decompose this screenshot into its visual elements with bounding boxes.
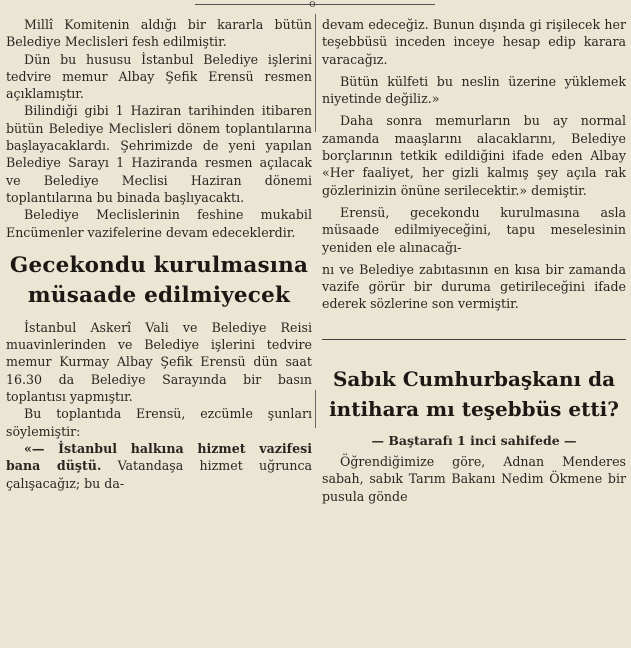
left-column [6,16,312,492]
headline: Gecekondu kurulmasına müsaade edilmiyecek [9,252,309,308]
right-column [322,16,626,505]
paragraph [6,440,312,492]
paragraph: Bütün külfeti bu neslin üzerine yüklemek niyetinde değiliz.» [322,73,626,107]
paragraph: Öğrendiğimize göre, Adnan Menderes sabah, sabık Tarım Bakanı Nedim Ökmene bir pusula gönde [322,454,626,504]
paragraph: devam edeceğiz. Bunun dışında gi rişilecek her teşebbüsü inceden inceye hesap edip karara varacağız. [322,17,626,67]
paragraph: Bilindiği gibi 1 Haziran tarihinden itibaren bütün Belediye Meclisleri dönem toplantılarına başlayacaklardı. Şehrimizde de yeni yapılan Belediye Sarayı 1 Haziranda resmen açılacak ve Belediye Meclisi Haziran dönemi toplantılarına bu binada başlıyacaktı. [6,103,312,205]
paragraph: İstanbul Askerî Vali ve Belediye Reisi muavinlerinden ve Belediye işlerini tedvire memur Kurmay Albay Şefik Erensü dün saat 16.30 da Belediye Sarayında bir basın toplantısı yapmıştır. [6,319,312,405]
paragraph: Bu toplantıda Erensü, ezcümle şunları söylemiştir: [6,406,312,439]
quote-start: «— İstanbul halkına hizmet vazifesi bana düştü. [6,440,312,474]
column-divider [315,14,316,132]
paragraph: nı ve Belediye zabıtasının en kısa bir zamanda vazife görür bir duruma getirileceğini ifade ederek sözlerine son vermiştir. [322,261,626,312]
paragraph: Belediye Meclislerinin feshine mukabil Encümenler vazifelerine devam edeceklerdir. [6,207,312,240]
quote-cont: Vatandaşa hizmet uğrunca çalışacağız; bu da- [6,458,313,491]
paragraph: Daha sonra memurların bu ay normal zamanda maaşlarını alacaklarını, Belediye borçlarının tetkik edildiğini ifade eden Albay «Her faaliyet, her gizli kalmış şey açıla rak gözlerinizin önüne serilecektir.» demiştir. [322,113,626,198]
paragraph: Erensü, gecekondu kurulmasına asla müsaade edilmiyeceğini, tapu meselesinin yeniden ele alınacağı- [322,204,626,255]
divider-ornament-icon: o [309,0,316,10]
column-divider [315,390,316,428]
paragraph: Millî Komitenin aldığı bir kararla bütün Belediye Meclisleri fesh edilmiştir. [6,17,312,50]
subheading: — Baştarafı 1 inci sahifede — [371,432,577,448]
headline: Sabık Cumhurbaşkanı da intihara mı teşebbüs etti? [329,366,619,421]
paragraph: Dün bu hususu İstanbul Belediye işlerini tedvire memur Albay Şefik Erensü resmen açıklamıştır. [6,51,312,102]
section-rule [322,339,626,340]
